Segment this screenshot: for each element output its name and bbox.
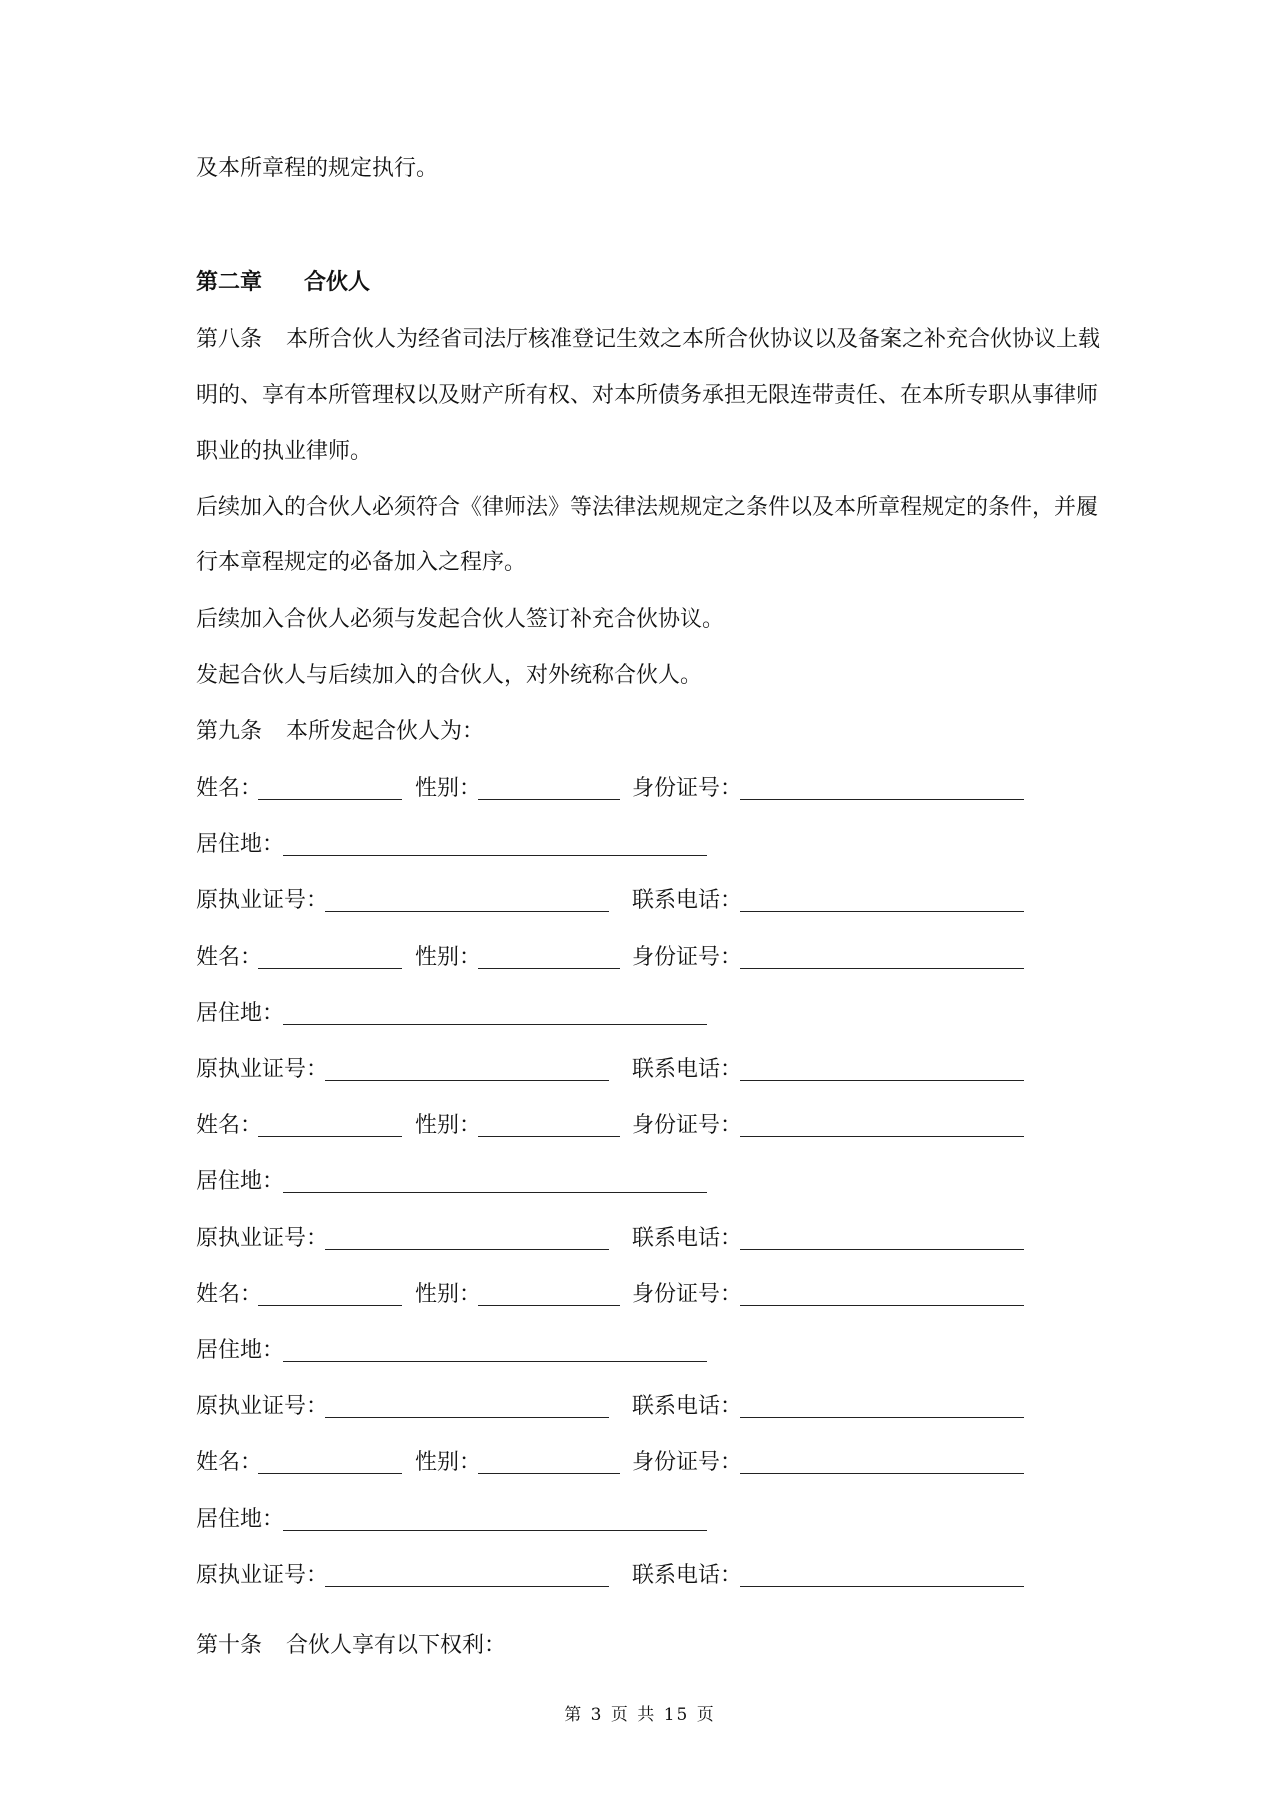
- article-10-text: 合伙人享有以下权利：: [286, 1633, 507, 1658]
- join-paragraph-4: 发起合伙人与后续加入的合伙人，对外统称合伙人。: [196, 663, 703, 688]
- address-label: 居住地：: [196, 1169, 285, 1195]
- license-number-blank[interactable]: [325, 911, 609, 912]
- join-paragraph-3: 后续加入合伙人必须与发起合伙人签订补充合伙协议。: [196, 607, 725, 632]
- id-number-label: 身份证号：: [632, 1113, 743, 1139]
- license-number-blank[interactable]: [325, 1417, 609, 1418]
- gender-blank[interactable]: [478, 799, 620, 800]
- address-blank[interactable]: [283, 1530, 707, 1531]
- name-label: 姓名：: [196, 776, 263, 801]
- article-10-label: 第十条: [196, 1633, 263, 1658]
- address-label: 居住地：: [196, 1338, 285, 1363]
- article-8-line-1: [196, 326, 1100, 354]
- id-number-blank[interactable]: [740, 1136, 1024, 1137]
- chapter-number: 第二章: [196, 270, 263, 295]
- page-footer: 第 3 页 共 15 页: [564, 1705, 716, 1725]
- id-number-label: 身份证号：: [632, 944, 743, 970]
- gender-label: 性别：: [415, 1281, 482, 1307]
- license-number-label: 原执业证号：: [196, 1057, 329, 1082]
- chapter-title: 合伙人: [304, 270, 371, 295]
- article-9-text: 本所发起合伙人为：: [286, 719, 485, 744]
- address-blank[interactable]: [283, 1024, 707, 1025]
- phone-blank[interactable]: [740, 1249, 1024, 1250]
- gender-blank[interactable]: [478, 1305, 620, 1306]
- id-number-blank[interactable]: [740, 1305, 1024, 1306]
- address-label: 居住地：: [196, 1506, 285, 1532]
- phone-label: 联系电话：: [632, 1225, 743, 1251]
- article-9-label: 第九条: [196, 719, 263, 744]
- id-number-label: 身份证号：: [632, 1450, 743, 1476]
- address-blank[interactable]: [283, 1361, 707, 1362]
- name-blank[interactable]: [258, 1136, 402, 1137]
- license-number-label: 原执业证号：: [196, 1394, 329, 1420]
- name-label: 姓名：: [196, 944, 263, 970]
- name-blank[interactable]: [258, 1305, 402, 1306]
- gender-blank[interactable]: [478, 1473, 620, 1474]
- paragraph-continuation: 及本所章程的规定执行。: [196, 156, 439, 181]
- license-number-blank[interactable]: [325, 1249, 609, 1250]
- name-blank[interactable]: [258, 799, 402, 800]
- name-blank[interactable]: [258, 1473, 402, 1474]
- article-8-line-3: 职业的执业律师。: [196, 439, 373, 464]
- gender-blank[interactable]: [478, 1136, 620, 1137]
- join-paragraph-line-1: 后续加入的合伙人必须符合《律师法》等法律法规规定之条件以及本所章程规定的条件，并履: [196, 495, 1099, 520]
- join-paragraph-line-2: 行本章程规定的必备加入之程序。: [196, 550, 527, 575]
- gender-label: 性别：: [415, 1113, 482, 1139]
- license-number-blank[interactable]: [325, 1080, 609, 1081]
- license-number-label: 原执业证号：: [196, 1225, 329, 1251]
- phone-label: 联系电话：: [632, 888, 743, 914]
- phone-label: 联系电话：: [632, 1562, 743, 1588]
- phone-label: 联系电话：: [632, 1057, 743, 1082]
- phone-blank[interactable]: [740, 1586, 1024, 1587]
- name-blank[interactable]: [258, 968, 402, 969]
- gender-blank[interactable]: [478, 968, 620, 969]
- license-number-label: 原执业证号：: [196, 1562, 329, 1588]
- license-number-blank[interactable]: [325, 1586, 609, 1587]
- address-label: 居住地：: [196, 832, 285, 858]
- phone-blank[interactable]: [740, 1417, 1024, 1418]
- address-label: 居住地：: [196, 1000, 285, 1026]
- phone-blank[interactable]: [740, 911, 1024, 912]
- article-9: [196, 718, 484, 746]
- article-8-label: 第八条: [196, 327, 263, 352]
- name-label: 姓名：: [196, 1281, 263, 1307]
- address-blank[interactable]: [283, 1192, 707, 1193]
- id-number-label: 身份证号：: [632, 776, 743, 801]
- phone-label: 联系电话：: [632, 1394, 743, 1420]
- article-10: [196, 1632, 506, 1660]
- name-label: 姓名：: [196, 1450, 263, 1476]
- gender-label: 性别：: [415, 944, 482, 970]
- gender-label: 性别：: [415, 1450, 482, 1476]
- id-number-blank[interactable]: [740, 799, 1024, 800]
- article-8-line-2: 明的、享有本所管理权以及财产所有权、对本所债务承担无限连带责任、在本所专职从事律师: [196, 383, 1099, 408]
- phone-blank[interactable]: [740, 1080, 1024, 1081]
- license-number-label: 原执业证号：: [196, 888, 329, 914]
- id-number-blank[interactable]: [740, 1473, 1024, 1474]
- name-label: 姓名：: [196, 1113, 263, 1139]
- gender-label: 性别：: [415, 776, 482, 801]
- id-number-label: 身份证号：: [632, 1281, 743, 1307]
- article-8-text: 本所合伙人为经省司法厅核准登记生效之本所合伙协议以及备案之补充合伙协议上载: [286, 327, 1101, 352]
- id-number-blank[interactable]: [740, 968, 1024, 969]
- chapter-heading: [196, 269, 370, 297]
- address-blank[interactable]: [283, 855, 707, 856]
